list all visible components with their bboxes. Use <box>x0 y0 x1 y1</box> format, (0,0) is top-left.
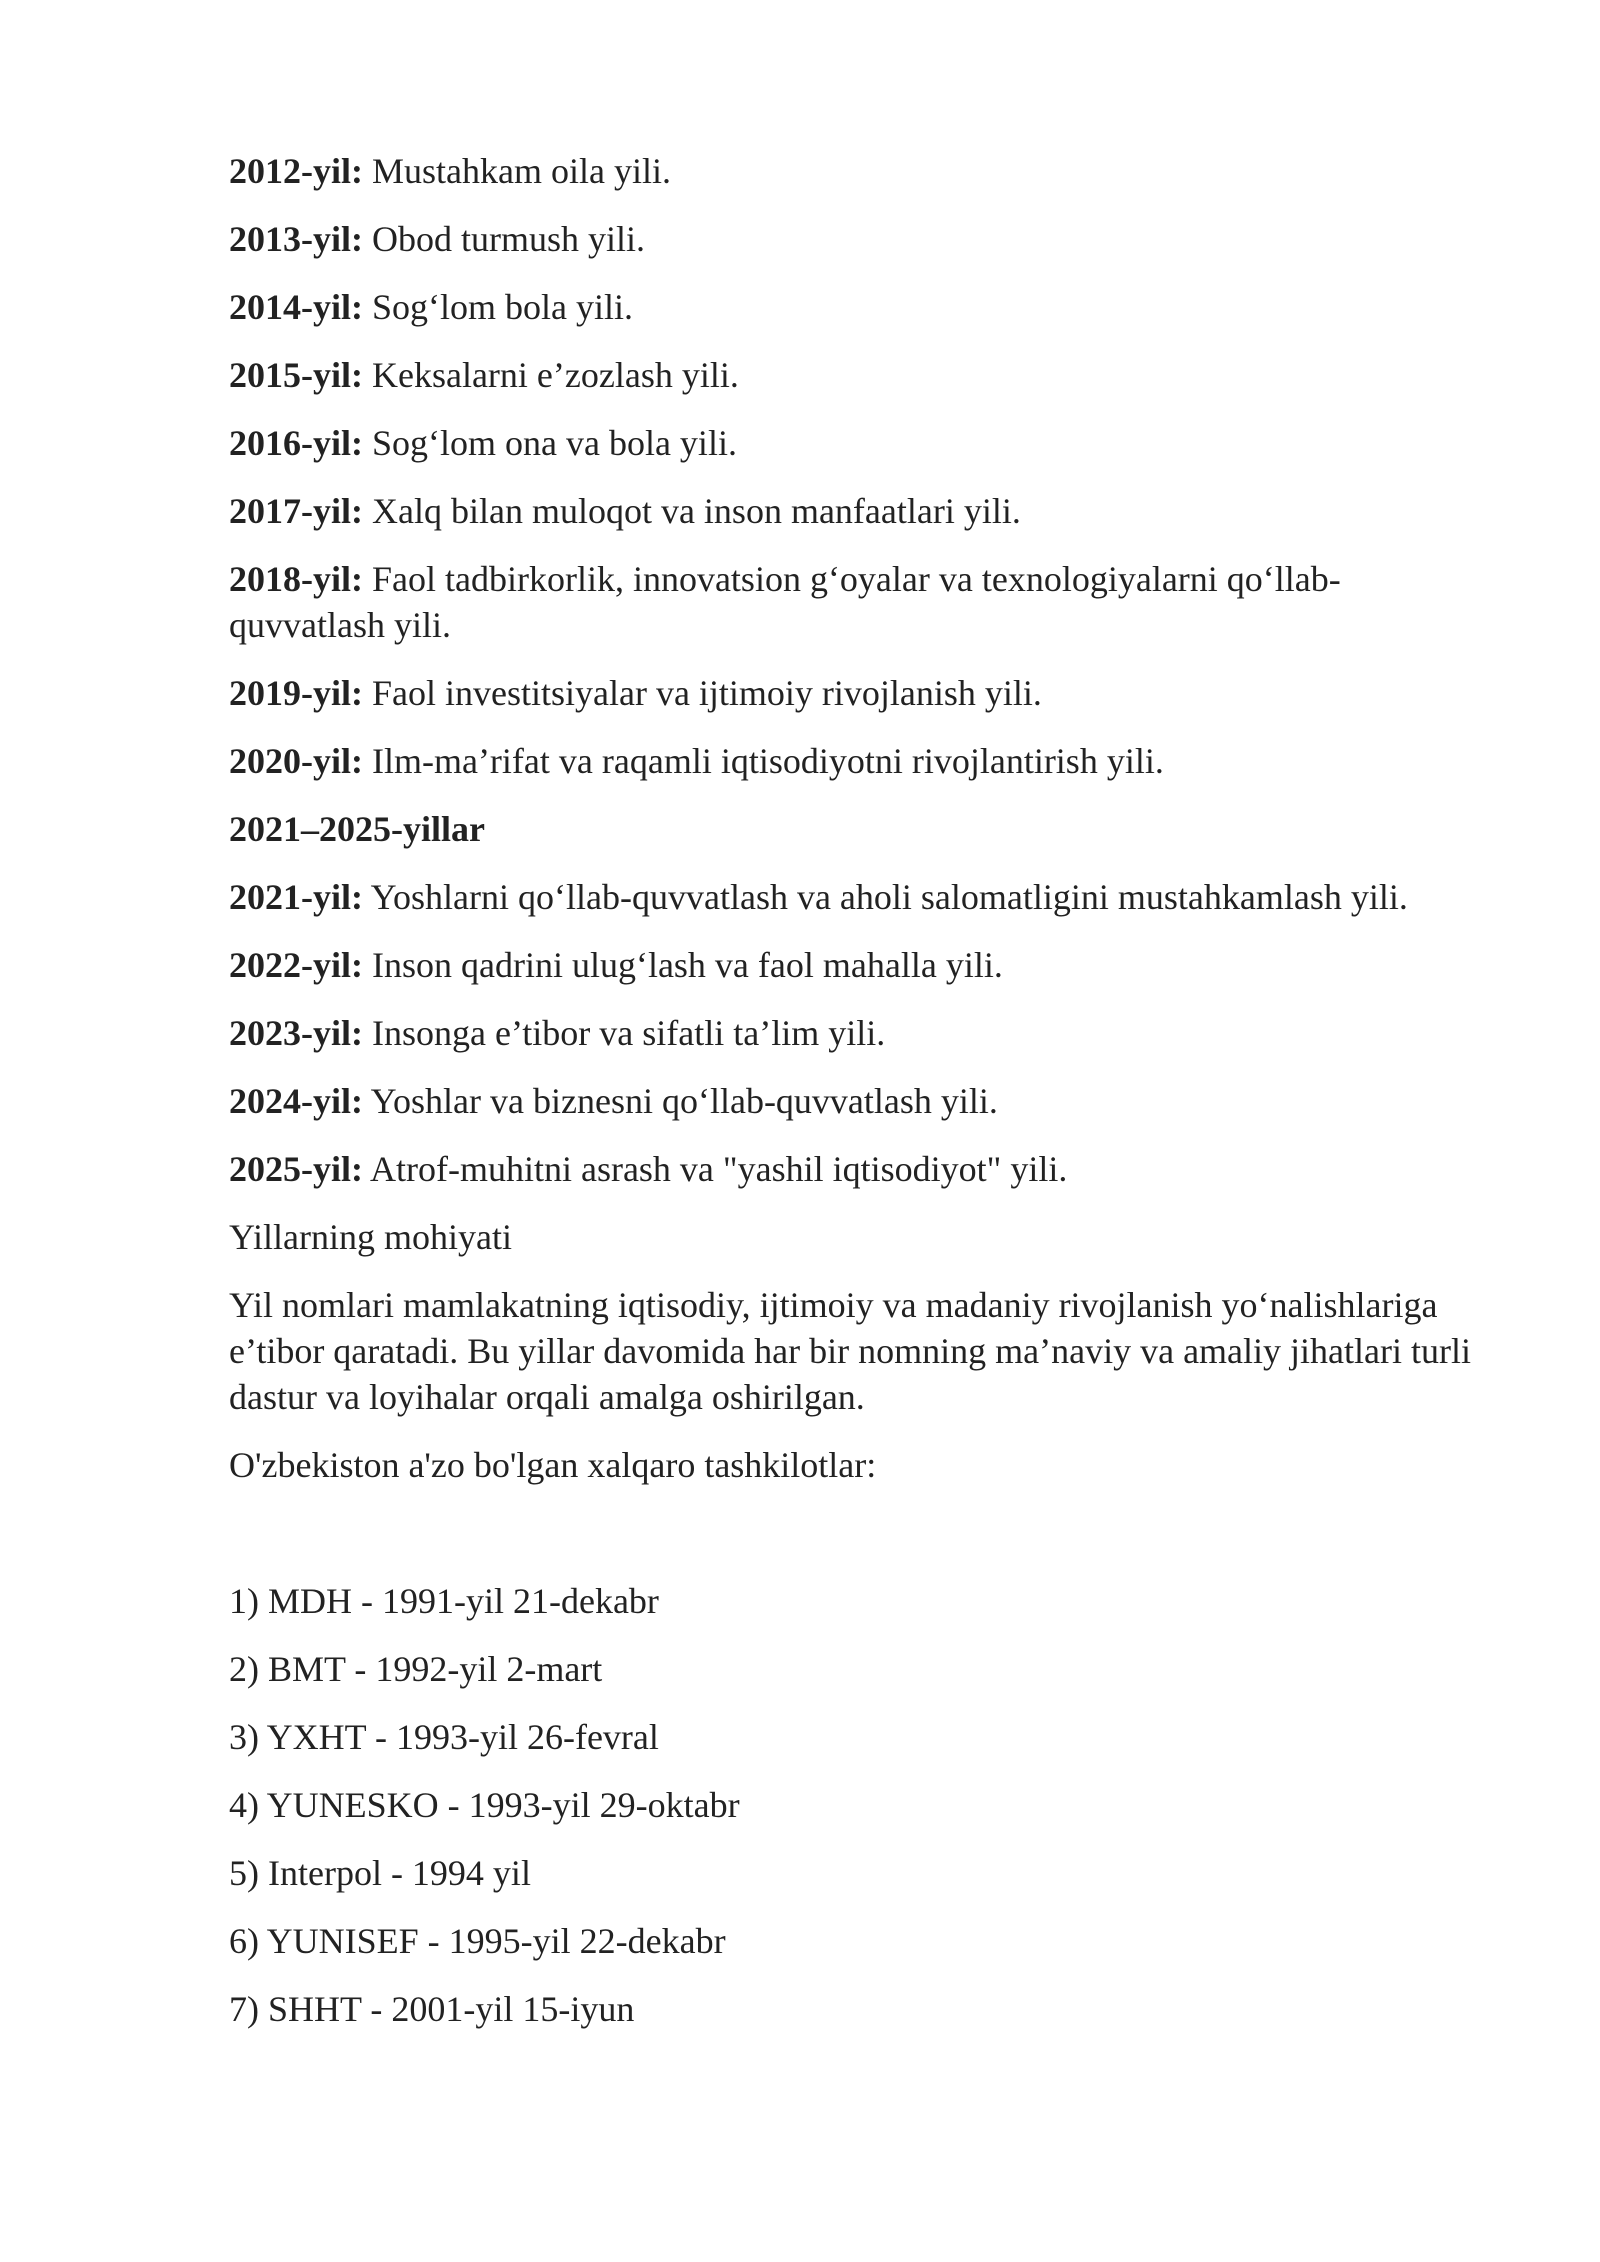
year-entry-2024 <box>229 1078 1479 1124</box>
year-label: 2023-yil: <box>229 1013 363 1053</box>
year-entry-2021 <box>229 874 1479 920</box>
year-text: Faol investitsiyalar va ijtimoiy rivojlanish yili. <box>362 673 1042 713</box>
year-entry-2025 <box>229 1146 1479 1192</box>
year-label: 2016-yil: <box>229 423 363 463</box>
year-entry-2020 <box>229 738 1479 784</box>
period-heading: 2021–2025-yillar <box>229 809 485 849</box>
essence-paragraph: Yil nomlari mamlakatning iqtisodiy, ijtimoiy va madaniy rivojlanish yo‘nalishlariga e’tibor qaratadi. Bu yillar davomida har bir nomning ma’naviy va amaliy jihatlari turli dastur va loyihalar orqali amalga oshirilgan. <box>229 1285 1471 1417</box>
year-text: Ilm-ma’rifat va raqamli iqtisodiyotni rivojlantirish yili. <box>362 741 1164 781</box>
year-entry-2023 <box>229 1010 1479 1056</box>
org-list <box>229 1578 1479 2032</box>
year-label: 2020-yil: <box>229 741 363 781</box>
list-item: 1) MDH - 1991-yil 21-dekabr <box>229 1581 659 1621</box>
year-entry-2015 <box>229 352 1479 398</box>
essence-heading: Yillarning mohiyati <box>229 1217 512 1257</box>
list-item: 3) YXHT - 1993-yil 26-fevral <box>229 1717 659 1757</box>
list-item: 6) YUNISEF - 1995-yil 22-dekabr <box>229 1921 726 1961</box>
year-label: 2015-yil: <box>229 355 363 395</box>
year-entry-2013 <box>229 216 1479 262</box>
year-text: Keksalarni e’zozlash yili. <box>362 355 739 395</box>
year-text: Sog‘lom bola yili. <box>362 287 633 327</box>
year-text: Sog‘lom ona va bola yili. <box>362 423 737 463</box>
year-label: 2012-yil: <box>229 151 363 191</box>
year-label: 2013-yil: <box>229 219 363 259</box>
list-item: 4) YUNESKO - 1993-yil 29-oktabr <box>229 1785 740 1825</box>
list-item: 2) BMT - 1992-yil 2-mart <box>229 1649 603 1689</box>
year-text: Obod turmush yili. <box>362 219 645 259</box>
year-entry-2022 <box>229 942 1479 988</box>
year-label: 2021-yil: <box>229 877 363 917</box>
year-text: Yoshlarni qo‘llab-quvvatlash va aholi salomatligini mustahkamlash yili. <box>362 877 1408 917</box>
year-entry-2014 <box>229 284 1479 330</box>
year-entry-2019 <box>229 670 1479 716</box>
year-text: Yoshlar va biznesni qo‘llab-quvvatlash yili. <box>362 1081 998 1121</box>
year-entry-2016 <box>229 420 1479 466</box>
year-label: 2014-yil: <box>229 287 363 327</box>
year-label: 2025-yil: <box>229 1149 363 1189</box>
list-item: 5) Interpol - 1994 yil <box>229 1853 531 1893</box>
year-label: 2018-yil: <box>229 559 363 599</box>
spacer <box>229 1510 1479 1578</box>
year-text: Inson qadrini ulug‘lash va faol mahalla yili. <box>362 945 1003 985</box>
year-label: 2024-yil: <box>229 1081 363 1121</box>
year-label: 2017-yil: <box>229 491 363 531</box>
year-text: Xalq bilan muloqot va inson manfaatlari yili. <box>362 491 1021 531</box>
year-text: Atrof-muhitni asrash va "yashil iqtisodiyot" yili. <box>362 1149 1068 1189</box>
year-label: 2022-yil: <box>229 945 363 985</box>
year-entry-2018 <box>229 556 1479 648</box>
document-content <box>229 148 1479 2054</box>
year-text: Faol tadbirkorlik, innovatsion g‘oyalar va texnologiyalarni qo‘llab-quvvatlash yili. <box>229 559 1341 645</box>
year-text: Mustahkam oila yili. <box>362 151 671 191</box>
year-label: 2019-yil: <box>229 673 363 713</box>
orgs-heading: O'zbekiston a'zo bo'lgan xalqaro tashkilotlar: <box>229 1445 877 1485</box>
year-entry-2017 <box>229 488 1479 534</box>
year-entry-2012 <box>229 148 1479 194</box>
year-text: Insonga e’tibor va sifatli ta’lim yili. <box>362 1013 886 1053</box>
list-item: 7) SHHT - 2001-yil 15-iyun <box>229 1989 635 2029</box>
